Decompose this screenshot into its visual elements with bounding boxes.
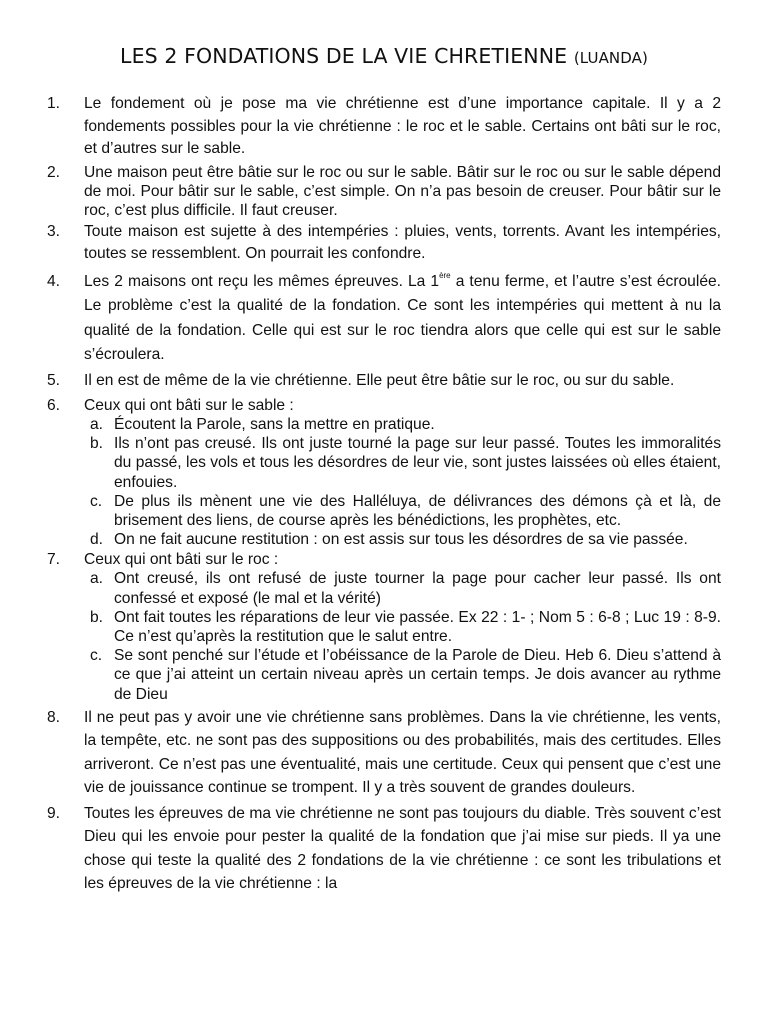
sub-item-a <box>84 569 721 607</box>
page-title <box>0 44 768 68</box>
sub-item-text: De plus ils mènent une vie des Halléluya, de délivrances des démons çà et là, de brisement des liens, de course après les bénédictions, les prophètes, etc. <box>114 492 721 530</box>
list-item-1 <box>0 93 768 161</box>
list-item-8 <box>0 706 768 800</box>
sub-item-a <box>84 415 721 434</box>
sub-item-text: On ne fait aucune restitution : on est assis sur tous les désordres de sa vie passée. <box>114 531 688 549</box>
item-number: 6. <box>47 397 61 414</box>
item-text: Ceux qui ont bâti sur le roc : <box>84 551 279 569</box>
item-text: Il ne peut pas y avoir une vie chrétienne sans problèmes. Dans la vie chrétienne, les vents, la tempête, etc. ne sont pas des suppositions ou des probabilités, mais des certitudes. Elles arriveront. Ce n’est pas une éventualité, mais une certitude. Ceux qui pensent que c’est une vie de jouissance continue se trompent. Il y a très souvent de grandes douleurs. <box>84 708 721 797</box>
sub-item-c <box>84 646 721 704</box>
list-item-3 <box>0 221 768 266</box>
sub-item-letter: a. <box>90 416 104 433</box>
item-text-after: a tenu ferme, et l’autre s’est écroulée. Le problème c’est la qualité de la fondation. Ce sont les intempéries qui mettent à nu la qualité de la fondation. Celle qui est sur le roc tiendra alors que celle qui est sur le sable s’écroulera. <box>84 272 721 363</box>
numbered-list <box>0 93 768 896</box>
sub-item-d <box>84 530 721 549</box>
item-number: 2. <box>47 163 61 181</box>
sub-list <box>84 415 721 549</box>
item-text: Le fondement où je pose ma vie chrétienne est d’une importance capitale. Il y a 2 fondements possibles pour la vie chrétienne : le roc et le sable. Certains ont bâti sur le roc, et d’autres sur le sable. <box>84 95 721 157</box>
item-text: Il en est de même de la vie chrétienne. Elle peut être bâtie sur le roc, ou sur du sable. <box>84 371 675 389</box>
item-number: 4. <box>47 272 61 290</box>
sub-item-text: Écoutent la Parole, sans la mettre en pratique. <box>114 416 435 433</box>
sub-item-b <box>84 434 721 492</box>
list-item-5 <box>0 370 768 393</box>
sub-item-letter: a. <box>90 570 104 588</box>
item-number: 1. <box>47 95 61 112</box>
item-number: 8. <box>47 708 61 726</box>
item-text: Toutes les épreuves de ma vie chrétienne ne sont pas toujours du diable. Très souvent c’est Dieu qui les envoie pour pester la qualité de la fondation que j’ai mise sur pieds. Il ya une chose qui teste la qualité des 2 fondations de la vie chrétienne : ce sont les tribulations et les épreuves de la vie chrétienne : la <box>84 804 721 893</box>
sub-item-c <box>84 492 721 530</box>
item-text: Ceux qui ont bâti sur le sable : <box>84 397 294 414</box>
sub-item-text: Ont fait toutes les réparations de leur vie passée. Ex 22 : 1- ; Nom 5 : 6-8 ; Luc 19 : 8-9. Ce n’est qu’après la restitution que le salut entre. <box>114 608 721 646</box>
list-item-6 <box>0 396 768 549</box>
title-subtitle: (LUANDA) <box>573 49 648 67</box>
sub-item-letter: c. <box>90 492 103 510</box>
superscript: ère <box>439 270 451 280</box>
list-item-2 <box>0 163 768 220</box>
item-number: 7. <box>47 551 61 569</box>
item-text: Toute maison est sujette à des intempéries : pluies, vents, torrents. Avant les intempéries, toutes se ressemblent. On pourrait les confondre. <box>84 222 721 262</box>
list-item-9 <box>0 802 768 896</box>
item-text-before: Les 2 maisons ont reçu les mêmes épreuves. La 1 <box>84 272 440 290</box>
item-number: 5. <box>47 371 61 389</box>
sub-item-letter: d. <box>90 531 104 549</box>
sub-item-letter: c. <box>90 647 103 665</box>
sub-item-text: Ils n’ont pas creusé. Ils ont juste tourné la page sur leur passé. Toutes les immoralités du passé, les vols et tous les désordres de leur vie, sont justes laissées où elles étaient, enfouies. <box>114 435 721 491</box>
item-number: 9. <box>47 804 61 822</box>
list-item-4 <box>0 270 768 368</box>
title-main: LES 2 FONDATIONS DE LA VIE CHRETIENNE <box>120 44 568 68</box>
sub-item-letter: b. <box>90 435 104 453</box>
sub-item-text: Se sont penché sur l’étude et l’obéissance de la Parole de Dieu. Heb 6. Dieu s’attend à ce que j’ai atteint un certain niveau après un certain temps. Je dois avancer au rythme de Dieu <box>114 647 721 703</box>
sub-item-text: Ont creusé, ils ont refusé de juste tourner la page pour cacher leur passé. Ils ont confessé et exposé (le mal et la vérité) <box>114 570 721 607</box>
sub-item-letter: b. <box>90 608 104 626</box>
item-number: 3. <box>47 222 61 240</box>
list-item-7 <box>0 550 768 703</box>
sub-list <box>84 569 721 703</box>
sub-item-b <box>84 608 721 646</box>
item-text: Une maison peut être bâtie sur le roc ou sur le sable. Bâtir sur le roc ou sur le sable dépend de moi. Pour bâtir sur le sable, c’est simple. On n’a pas besoin de creuser. Pour bâtir sur le roc, c’est plus difficile. Il faut creuser. <box>84 163 721 219</box>
